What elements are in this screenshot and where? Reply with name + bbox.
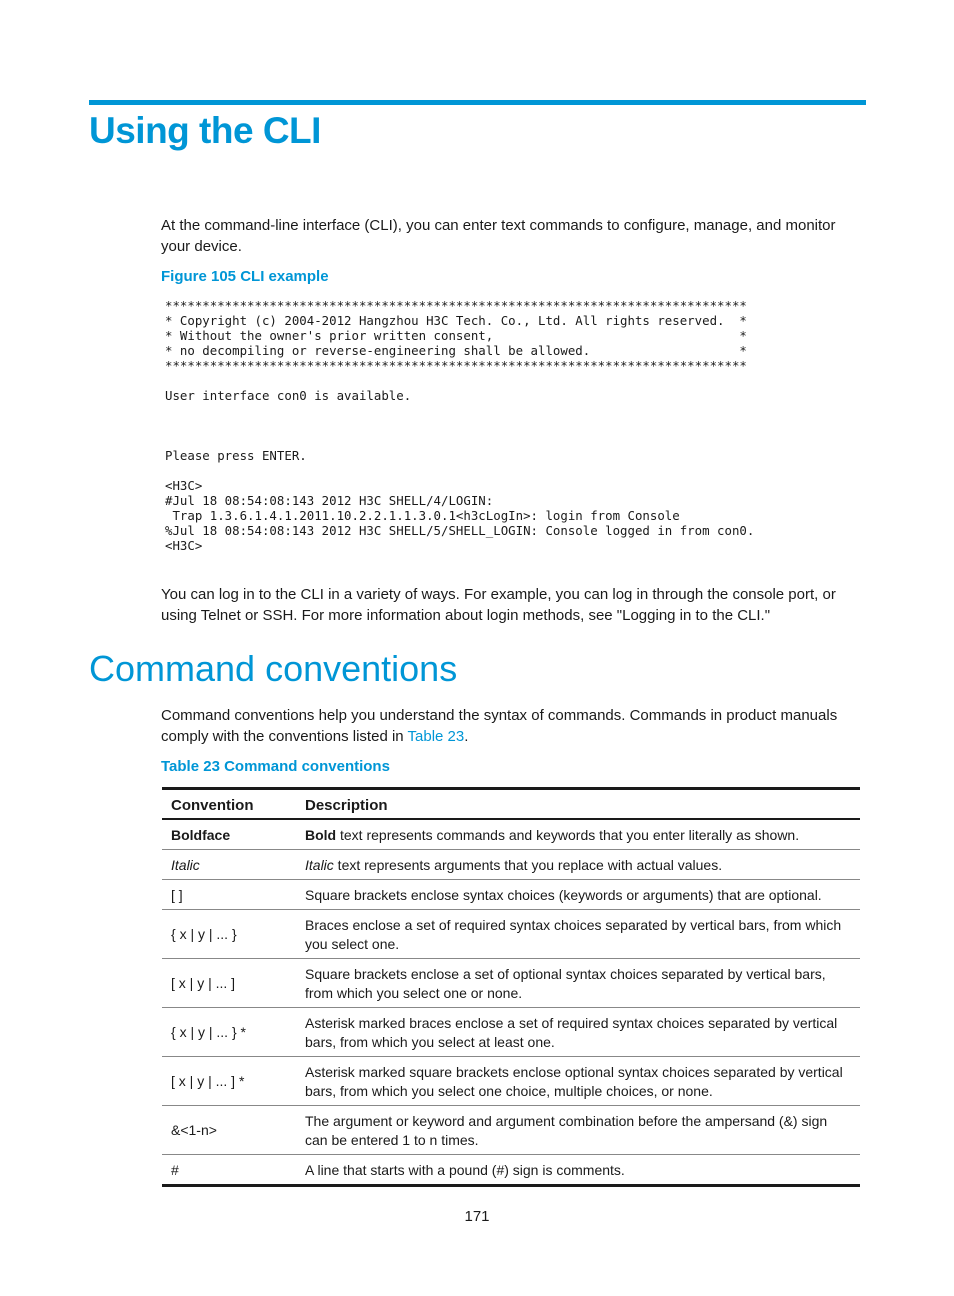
cli-line: ****************************************************************************** — [165, 358, 747, 373]
cli-line: #Jul 18 08:54:08:143 2012 H3C SHELL/4/LOGIN: — [165, 493, 494, 508]
table-caption: Table 23 Command conventions — [161, 758, 390, 775]
cli-line — [165, 373, 855, 388]
description-cell — [296, 819, 860, 850]
convention-cell: [ ] — [162, 880, 296, 910]
cli-line: <H3C> — [165, 538, 203, 553]
description-cell: A line that starts with a pound (#) sign is comments. — [305, 1161, 625, 1178]
description-cell: Asterisk marked braces enclose a set of required syntax choices separated by vertical bars, from which you select at least one. — [296, 1008, 860, 1057]
cli-line: <H3C> — [165, 478, 203, 493]
table-row — [162, 850, 860, 880]
conventions-table — [162, 787, 860, 1187]
description-cell: The argument or keyword and argument combination before the ampersand (&) sign can be entered 1 to n times. — [296, 1106, 860, 1155]
description-cell: Square brackets enclose a set of optional syntax choices separated by vertical bars, from which you select one or none. — [296, 959, 860, 1008]
intro-paragraph: At the command-line interface (CLI), you can enter text commands to configure, manage, and monitor your device. — [161, 217, 836, 255]
convention-cell: { x | y | ... } * — [162, 1008, 296, 1057]
cli-line: * no decompiling or reverse-engineering shall be allowed. * — [165, 343, 747, 358]
table-row — [162, 910, 860, 959]
figure-caption: Figure 105 CLI example — [161, 268, 329, 285]
table-row — [162, 1106, 860, 1155]
table-row — [162, 1008, 860, 1057]
description-lead: Italic — [305, 856, 334, 873]
cli-line: * Copyright (c) 2004-2012 Hangzhou H3C Tech. Co., Ltd. All rights reserved. * — [165, 313, 747, 328]
cli-line — [165, 403, 855, 418]
table-23-link[interactable]: Table 23 — [407, 728, 465, 745]
page-number: 171 — [464, 1208, 490, 1225]
cli-line: Please press ENTER. — [165, 448, 307, 463]
description-cell — [296, 850, 860, 880]
cli-line — [165, 418, 855, 433]
header-description: Description — [296, 789, 860, 820]
chapter-title: Using the CLI — [89, 110, 321, 151]
description-cell: Square brackets enclose syntax choices (keywords or arguments) that are optional. — [296, 880, 860, 910]
convention-cell: Boldface — [162, 819, 296, 850]
cli-line: User interface con0 is available. — [165, 388, 412, 403]
description-text: text represents arguments that you replace with actual values. — [333, 856, 723, 873]
table-row — [162, 1057, 860, 1106]
section-title: Command conventions — [89, 648, 458, 689]
convention-cell: [ x | y | ... ] * — [162, 1057, 296, 1106]
description-cell: Asterisk marked square brackets enclose optional syntax choices separated by vertical bars, from which you select one choice, multiple choices, or none. — [296, 1057, 860, 1106]
convention-cell: # — [171, 1161, 179, 1178]
cli-line — [165, 433, 855, 448]
table-row — [162, 819, 860, 850]
cli-line: * Without the owner's prior written consent, * — [165, 328, 747, 343]
cli-line — [165, 463, 855, 478]
cli-example — [165, 298, 855, 553]
description-text: text represents commands and keywords that you enter literally as shown. — [336, 826, 800, 843]
cli-line: Trap 1.3.6.1.4.1.2011.10.2.2.1.1.3.0.1<h3cLogIn>: login from Console — [165, 508, 680, 523]
conventions-paragraph — [161, 705, 866, 747]
table-row — [162, 1155, 860, 1186]
convention-cell: [ x | y | ... ] — [162, 959, 296, 1008]
description-lead: Bold — [305, 826, 337, 843]
convention-cell: Italic — [162, 850, 296, 880]
convention-cell: &<1-n> — [162, 1106, 296, 1155]
cli-line: %Jul 18 08:54:08:143 2012 H3C SHELL/5/SHELL_LOGIN: Console logged in from con0. — [165, 523, 755, 538]
cli-line: ****************************************************************************** — [165, 298, 747, 313]
header-convention: Convention — [162, 789, 296, 820]
description-cell: Braces enclose a set of required syntax choices separated by vertical bars, from which you select one. — [296, 910, 860, 959]
convention-cell: { x | y | ... } — [162, 910, 296, 959]
login-paragraph: You can log in to the CLI in a variety of ways. For example, you can log in through the console port, or using Telnet or SSH. For more information about login methods, see "Logging in to the CLI." — [161, 586, 836, 624]
conventions-text: Command conventions help you understand the syntax of commands. Commands in product manuals comply with the conventions listed in — [161, 707, 838, 745]
table-row — [162, 880, 860, 910]
table-row — [162, 959, 860, 1008]
table-header-row — [162, 789, 860, 820]
conventions-text-end: . — [464, 728, 469, 745]
chapter-rule — [89, 100, 866, 105]
